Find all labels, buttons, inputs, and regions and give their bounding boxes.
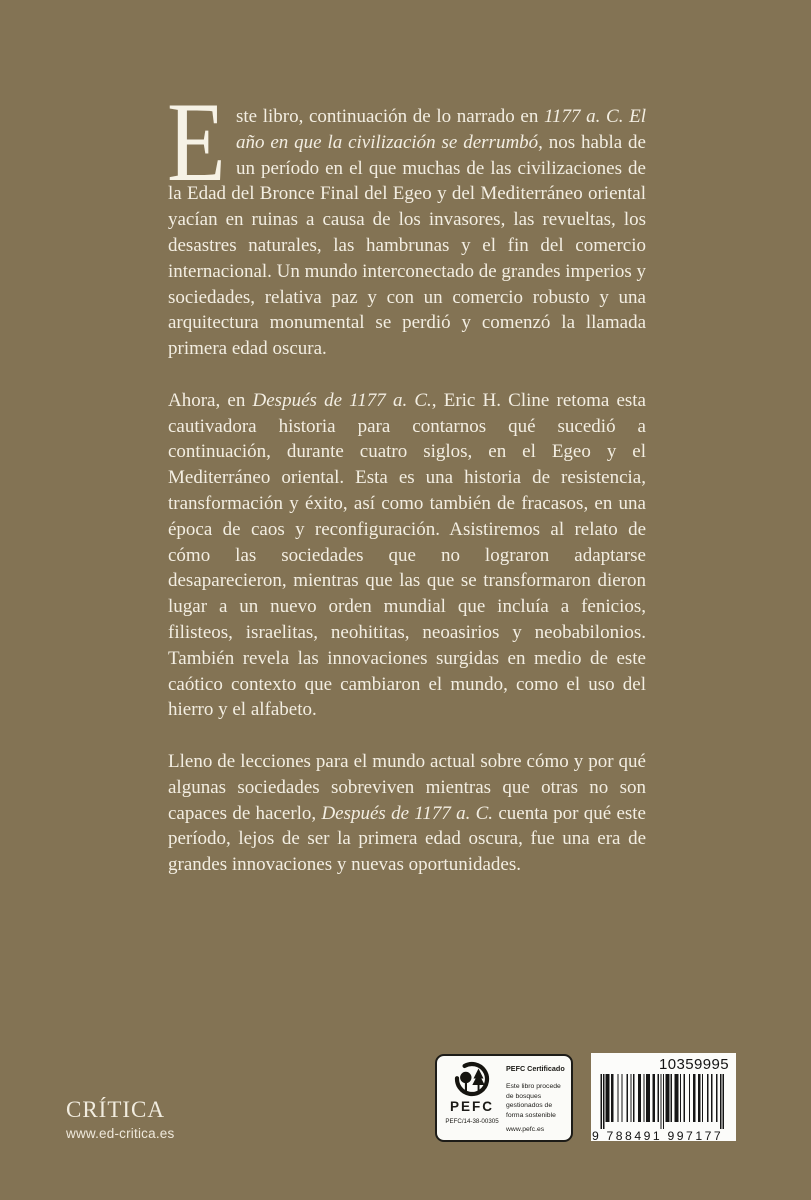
pefc-badge bbox=[435, 1054, 573, 1142]
barcode-bar bbox=[638, 1074, 639, 1122]
barcode-bar bbox=[689, 1074, 690, 1122]
pefc-license-number: PEFC/14-38-00305 bbox=[445, 1118, 499, 1125]
barcode-bar bbox=[699, 1074, 700, 1122]
book-title-reference: 1177 a. C. El año en que la civilización se derrumbó bbox=[236, 106, 646, 153]
barcode-bar bbox=[647, 1074, 648, 1122]
barcode-bar bbox=[677, 1074, 678, 1122]
pefc-logo-text: PEFC bbox=[449, 1099, 494, 1114]
synopsis-paragraph bbox=[168, 749, 646, 878]
barcode-bar bbox=[601, 1074, 602, 1129]
barcode-bar bbox=[698, 1074, 699, 1122]
barcode-digits-left: 788491 bbox=[606, 1129, 663, 1142]
barcode-bar bbox=[658, 1074, 659, 1122]
synopsis bbox=[167, 80, 647, 904]
barcode-bar bbox=[654, 1074, 655, 1122]
pefc-description: Este libro procede de bosques gestionados de forma sostenible bbox=[506, 1083, 561, 1119]
barcode-bar bbox=[711, 1074, 712, 1122]
barcode-bar bbox=[633, 1074, 634, 1122]
barcode-bar bbox=[716, 1074, 717, 1122]
barcode-bar bbox=[611, 1074, 612, 1122]
synopsis-text: Lleno de lecciones para el mundo actual sobre cómo y por qué algunas sociedades sobreviven mientras que otras no son capaces de hacerlo, bbox=[168, 750, 646, 824]
drop-cap: E bbox=[167, 80, 226, 205]
publisher-logo: CRÍTICA bbox=[66, 1097, 165, 1122]
barcode-bar bbox=[608, 1074, 609, 1122]
barcode-top-number: 10359995 bbox=[659, 1056, 729, 1073]
barcode-bar bbox=[702, 1074, 703, 1122]
barcode-panel bbox=[591, 1053, 736, 1141]
barcode-bar bbox=[643, 1074, 644, 1122]
pefc-badge-left bbox=[443, 1061, 501, 1136]
barcode-bar bbox=[666, 1074, 667, 1122]
book-title-reference: Después de 1177 a. C. bbox=[321, 802, 494, 824]
synopsis-text: , Eric H. Cline retoma esta cautivadora historia para contarnos qué sucedió a continuación, durante cuatro siglos, en el Egeo y el Mediterráneo oriental. Esta es una historia de resistencia, transformación y éxito, así como también de fracasos, en una época de caos y reconfiguración. Asistiremos al relato de cómo las sociedades que no lograron adaptarse desaparecieron, mientras que las que se transformaron dieron lugar a un nuevo orden mundial que incluía a fenicios, filisteos, israelitas, neohititas, neoasirios y neobabilonios. También revela las innovaciones surgidas en medio de este caótico contexto que cambiaron el mundo, como el uso del hierro y el alfabeto. bbox=[168, 389, 646, 721]
barcode-bar bbox=[646, 1074, 647, 1122]
barcode-bar bbox=[617, 1074, 618, 1122]
synopsis-text: cuenta por qué este período, lejos de ser la primera edad oscura, fue una era de grandes innovaciones y nuevas oportunidades. bbox=[168, 802, 646, 876]
barcode-bar bbox=[693, 1074, 694, 1122]
pefc-badge-right bbox=[501, 1061, 566, 1136]
barcode-bar bbox=[680, 1074, 681, 1122]
barcode-bar bbox=[607, 1074, 608, 1122]
isbn-barcode bbox=[591, 1074, 736, 1142]
synopsis-paragraph bbox=[167, 80, 647, 362]
synopsis-text: ste libro, continuación de lo narrado en bbox=[236, 106, 544, 127]
synopsis-paragraph bbox=[168, 388, 646, 723]
barcode-bar bbox=[707, 1074, 708, 1122]
synopsis-text: Ahora, en bbox=[168, 389, 253, 411]
barcode-bar bbox=[663, 1074, 664, 1129]
barcode-bar bbox=[603, 1074, 604, 1129]
barcode-bar bbox=[684, 1074, 685, 1122]
publisher-block bbox=[66, 1098, 174, 1141]
pefc-trees-icon bbox=[452, 1061, 492, 1099]
pefc-website: www.pefc.es bbox=[506, 1126, 545, 1133]
barcode-bar bbox=[676, 1074, 677, 1122]
barcode-bar bbox=[660, 1074, 661, 1129]
barcode-bar bbox=[649, 1074, 650, 1122]
barcode-bar bbox=[627, 1074, 628, 1122]
pefc-title: PEFC Certificado bbox=[506, 1064, 565, 1073]
barcode-digits-right: 997177 bbox=[667, 1129, 724, 1142]
barcode-bar bbox=[621, 1074, 622, 1122]
barcode-bar bbox=[606, 1074, 607, 1122]
barcode-bar bbox=[720, 1074, 721, 1129]
barcode-bar bbox=[612, 1074, 613, 1122]
barcode-bar bbox=[667, 1074, 668, 1122]
barcode-bar bbox=[694, 1074, 695, 1122]
barcode-digit-first: 9 bbox=[592, 1129, 599, 1142]
barcode-bar bbox=[653, 1074, 654, 1122]
synopsis-text: , nos habla de un período en el que muchas de las civilizaciones de la Edad del Bronce Final del Egeo y del Mediterráneo oriental yacían en ruinas a causa de los invasores, las revueltas, los desastres naturales, las hambrunas y el fin del comercio internacional. Un mundo interconectado de grandes imperios y sociedades, relativa paz y con un comercio robusto y una arquitectura monumental se perdió y comenzó la llamada primera edad oscura. bbox=[168, 131, 647, 360]
barcode-bar bbox=[640, 1074, 641, 1122]
barcode-bar bbox=[671, 1074, 672, 1122]
publisher-website: www.ed-critica.es bbox=[66, 1126, 175, 1141]
barcode-bar bbox=[675, 1074, 676, 1122]
barcode-bar bbox=[668, 1074, 669, 1122]
barcode-bar bbox=[630, 1074, 631, 1122]
book-title-reference: Después de 1177 a. C. bbox=[252, 389, 432, 411]
barcode-bar bbox=[723, 1074, 724, 1129]
